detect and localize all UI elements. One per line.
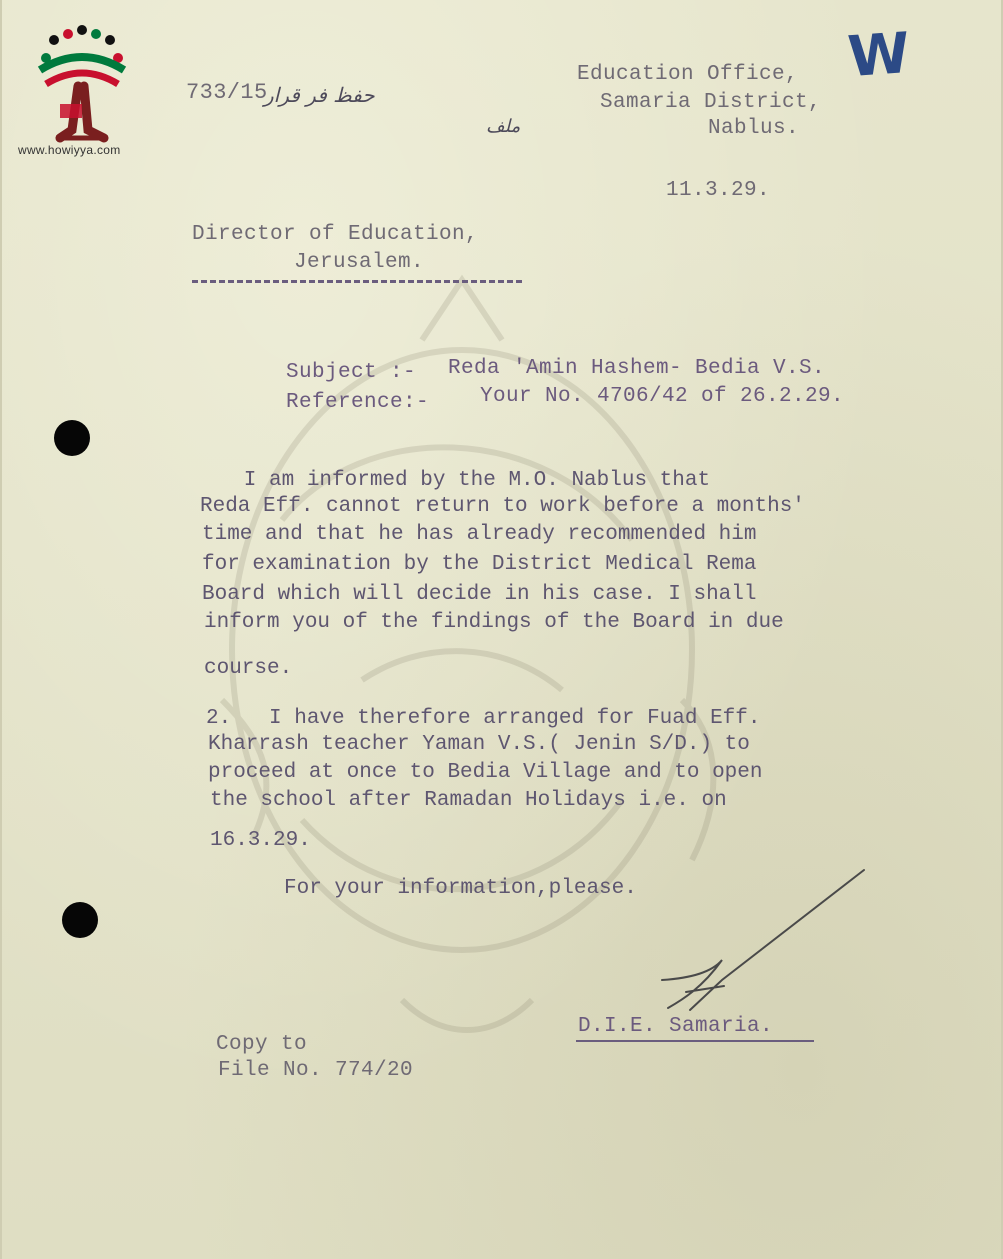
paragraph-1-line-5: Board which will decide in his case. I shall (202, 583, 757, 606)
office-line-3: Nablus. (708, 117, 800, 140)
paragraph-1-line-2: Reda Eff. cannot return to work before a months' (200, 495, 805, 518)
arabic-note-1: حفظ فر قرار (264, 83, 375, 107)
copy-to-line-2: File No. 774/20 (218, 1059, 414, 1082)
signature-underline (576, 1040, 814, 1042)
paragraph-1-line-7: course. (204, 657, 293, 680)
addressee-underline (192, 280, 522, 283)
paragraph-1-line-1: I am informed by the M.O. Nablus that (206, 469, 711, 492)
reference-text: Your No. 4706/42 of 26.2.29. (480, 385, 845, 408)
paragraph-2-line-5: 16.3.29. (210, 829, 311, 852)
office-line-1: Education Office, (577, 63, 799, 86)
letter-date: 11.3.29. (666, 179, 771, 202)
paragraph-1-line-6: inform you of the findings of the Board in due (204, 611, 784, 634)
punch-hole-top (54, 420, 90, 456)
office-line-2: Samaria District, (600, 91, 822, 114)
reference-label: Reference:- (286, 391, 430, 414)
arabic-note-2: ملف (486, 116, 521, 137)
logo-website: www.howiyya.com (18, 143, 121, 157)
copy-to-line-1: Copy to (216, 1033, 308, 1056)
addressee-line-2: Jerusalem. (294, 251, 425, 274)
paragraph-2-line-3: proceed at once to Bedia Village and to open (208, 761, 763, 784)
addressee-line-1: Director of Education, (192, 223, 479, 246)
signature-title: D.I.E. Samaria. (578, 1015, 774, 1038)
subject-text: Reda 'Amin Hashem- Bedia V.S. (448, 357, 826, 380)
subject-label: Subject :- (286, 361, 417, 384)
handwritten-signature (602, 860, 882, 1040)
paragraph-1-line-3: time and that he has already recommended him (202, 523, 757, 546)
reference-number: 733/15 (186, 80, 268, 105)
paragraph-2-line-1: 2. I have therefore arranged for Fuad Eff. (206, 707, 761, 730)
closing-line: For your information,please. (284, 877, 637, 900)
paragraph-1-line-4: for examination by the District Medical Rema (202, 553, 757, 576)
paragraph-2-line-4: the school after Ramadan Holidays i.e. on (210, 789, 727, 812)
family-tree-logo-icon (16, 14, 146, 162)
paragraph-2-line-2: Kharrash teacher Yaman V.S.( Jenin S/D.) to (208, 733, 750, 756)
punch-hole-bottom (62, 902, 98, 938)
mark-w: W (845, 20, 913, 91)
